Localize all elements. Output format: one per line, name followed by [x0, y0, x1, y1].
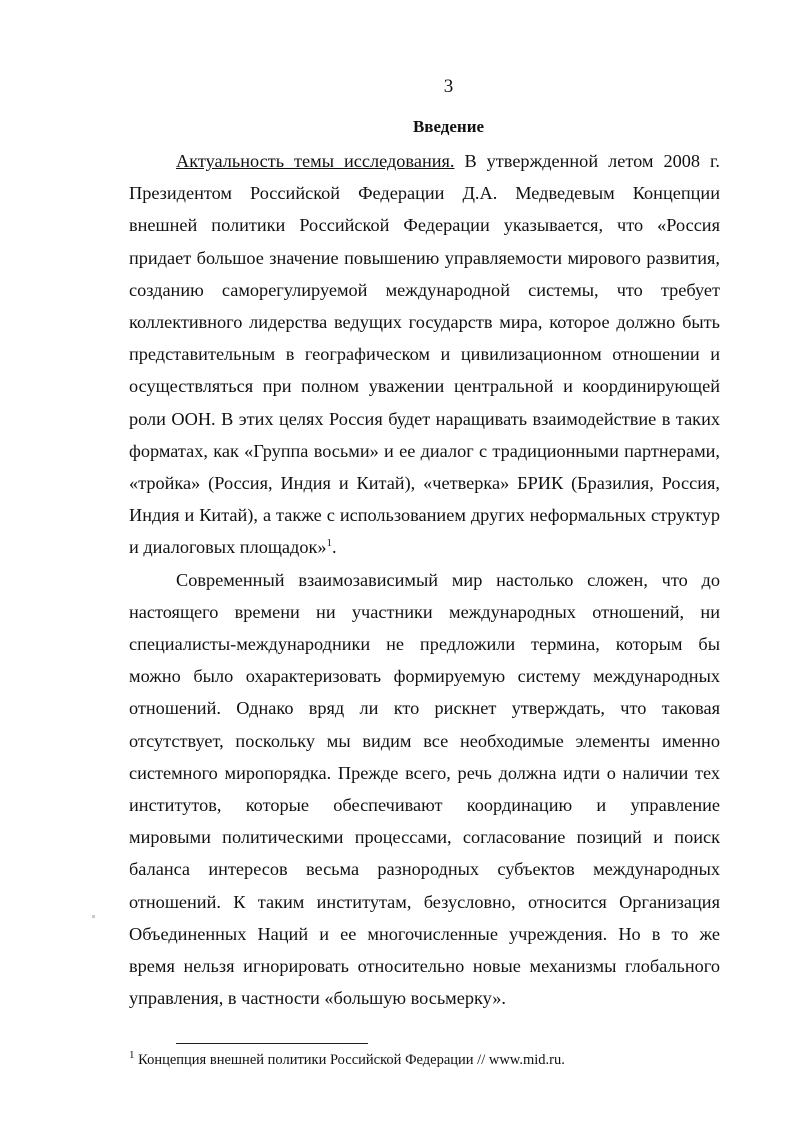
- scan-speck: [92, 915, 95, 918]
- text-line: настоящего времени ни участники международных отношений, ни: [129, 601, 720, 622]
- text-line: Индия и Китай), а также с использованием других неформальных структур: [129, 505, 720, 526]
- text-line: «тройка» (Россия, Индия и Китай), «четверка» БРИК (Бразилия, Россия,: [129, 473, 720, 494]
- footnote-separator: [176, 1043, 368, 1044]
- text-line: время нельзя игнорировать относительно новые механизмы глобального: [129, 956, 720, 977]
- page-number: 3: [443, 76, 454, 97]
- text-line: коллективного лидерства ведущих государств мира, которое должно быть: [129, 312, 720, 333]
- text-line: отсутствует, поскольку мы видим все необходимые элементы именно: [129, 730, 720, 751]
- text-line: Объединенных Наций и ее многочисленные учреждения. Но в то же: [129, 923, 720, 944]
- text-line: отношений. К таким институтам, безусловно, относится Организация: [129, 891, 720, 912]
- paragraph-1: [129, 145, 720, 564]
- text-line: созданию саморегулируемой международной системы, что требует: [129, 279, 720, 300]
- text-line: институтов, которые обеспечивают координацию и управление: [129, 795, 720, 816]
- topic-label: Актуальность темы исследования.: [176, 151, 455, 171]
- text-line: мировыми политическими процессами, согласование позиций и поиск: [129, 827, 720, 848]
- text-line: и диалоговых площадок»$^1$.: [129, 537, 337, 558]
- text-line: форматах, как «Группа восьми» и ее диалог с традиционными партнерами,: [129, 440, 720, 461]
- text-line: специалисты-международники не предложили термина, которым бы: [129, 634, 720, 655]
- footnote-text: Концепция внешней политики Российской Федерации // www.mid.ru.: [134, 1052, 565, 1068]
- text-line: роли ООН. В этих целях Россия будет наращивать взаимодействие в таких: [129, 408, 720, 429]
- text-line: придает большое значение повышению управляемости мирового развития,: [129, 247, 720, 268]
- text-line: представительным в географическом и цивилизационном отношении и: [129, 344, 720, 365]
- text-line: отношений. Однако вряд ли кто рискнет утверждать, что таковая: [129, 698, 720, 719]
- text-line: Современный взаимозависимый мир настолько сложен, что до: [176, 569, 720, 590]
- text-line: Актуальность темы исследования. В утвержденной летом 2008 г.: [176, 151, 720, 171]
- footnote-marker: 1: [129, 1049, 135, 1062]
- body-text: [129, 145, 720, 1014]
- text-line: осуществляться при полном уважении центральной и координирующей: [129, 376, 720, 397]
- text-line: Президентом Российской Федерации Д.А. Медведевым Концепции: [129, 183, 720, 204]
- text-line: можно было охарактеризовать формируемую систему международных: [129, 666, 720, 687]
- footnote: [129, 1049, 565, 1069]
- section-heading: Введение: [412, 117, 485, 136]
- text-line: баланса интересов весьма разнородных субъектов международных: [129, 859, 720, 880]
- text-line: системного миропорядка. Прежде всего, речь должна идти о наличии тех: [129, 762, 720, 783]
- paragraph-2: [129, 564, 720, 1015]
- footnote-reference[interactable]: 1: [326, 537, 332, 550]
- text-line: внешней политики Российской Федерации указывается, что «Россия: [129, 215, 720, 236]
- text-line: управления, в частности «большую восьмерку».: [129, 988, 506, 1009]
